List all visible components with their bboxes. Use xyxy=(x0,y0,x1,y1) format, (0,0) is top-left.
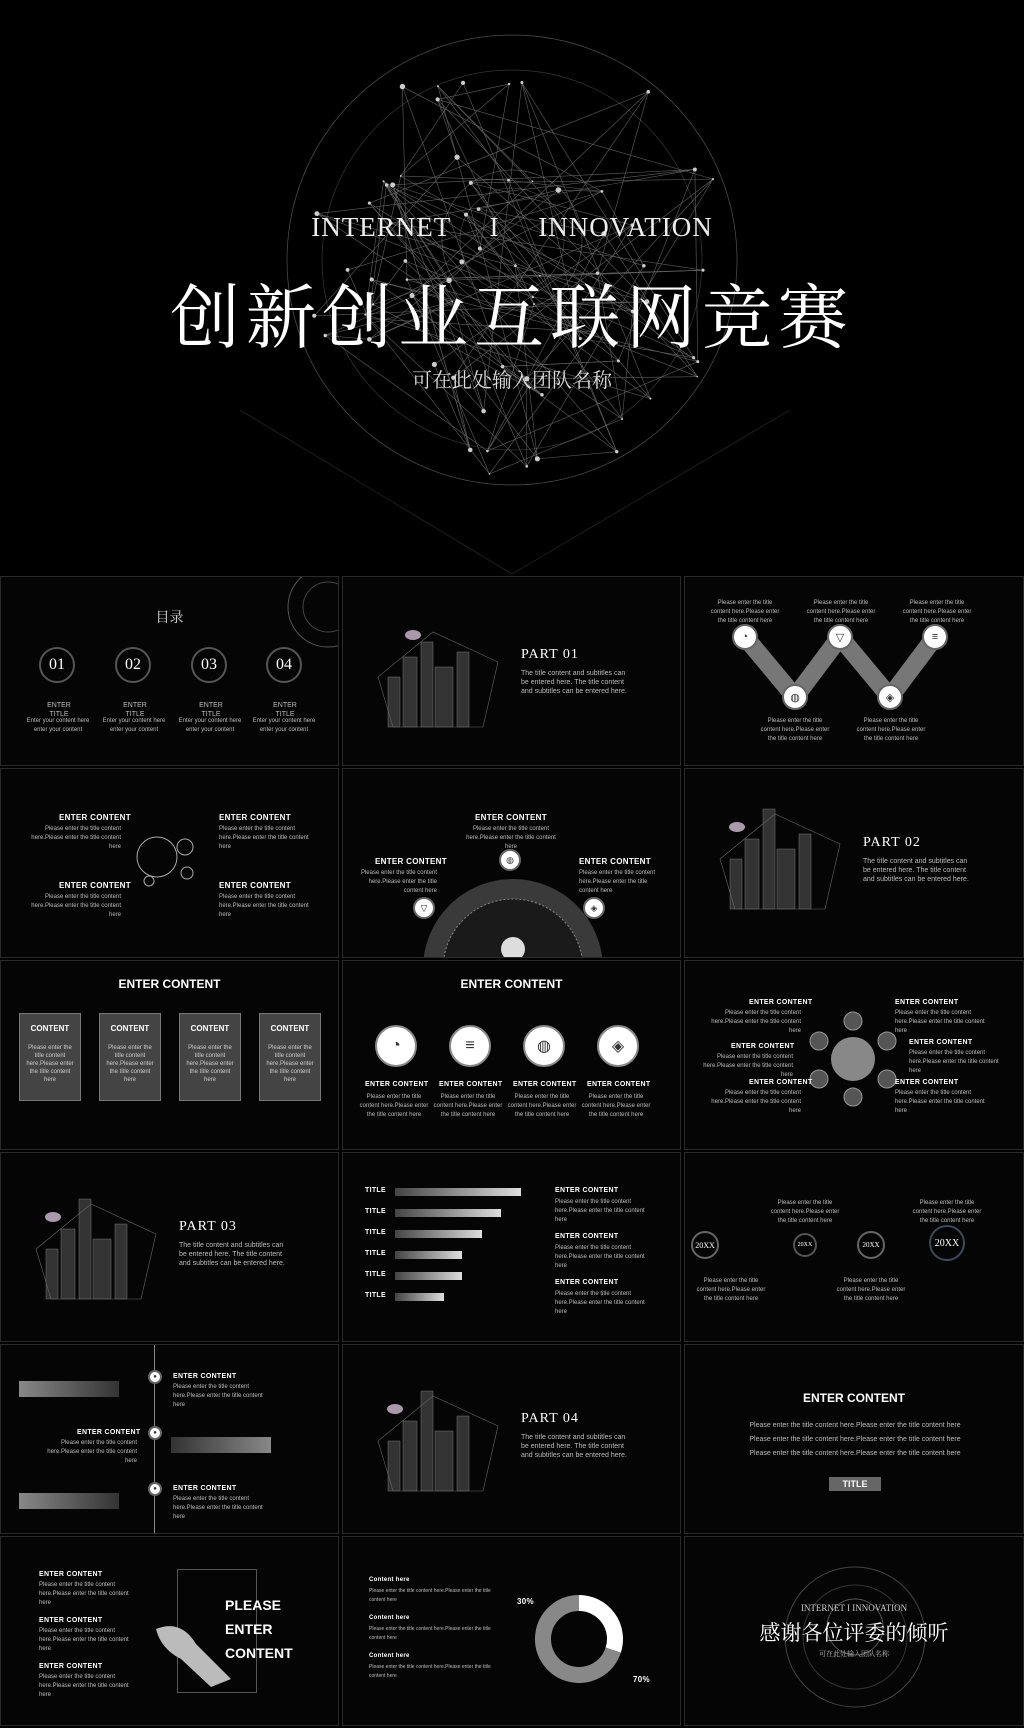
timeline-desc: Please enter the title content here.Please enter the title content here xyxy=(696,1278,766,1302)
content-heading: ENTER CONTENT xyxy=(749,999,813,1006)
thanks-title: 感谢各位评委的倾听 xyxy=(759,1621,949,1645)
timeline-node: ● xyxy=(148,1370,162,1384)
part-title: PART 03 xyxy=(179,1219,237,1234)
content-heading: ENTER CONTENT xyxy=(59,881,131,890)
slide-thumbnail-grid xyxy=(0,576,1024,1726)
city-illustration-icon xyxy=(715,799,845,919)
slide-heading: ENTER CONTENT xyxy=(460,977,563,991)
content-heading: ENTER CONTENT xyxy=(895,999,959,1006)
step-desc: Please enter the title content here.Please enter the title content here xyxy=(856,718,926,742)
bar-label: TITLE xyxy=(365,1187,386,1194)
title-slide xyxy=(0,0,1024,574)
donut-chart xyxy=(529,1589,629,1689)
content-desc: Please enter the title content here.Please enter the title content here xyxy=(466,826,556,850)
city-illustration-icon xyxy=(373,617,503,737)
slide-content-cards[interactable] xyxy=(0,960,339,1150)
donut-label-b: 70% xyxy=(633,1675,650,1684)
part-desc: The title content and subtitles can be entered here. The title content and subtitles can be entered here. xyxy=(863,858,969,883)
slide-process-w[interactable] xyxy=(684,576,1024,766)
moon-photo xyxy=(19,1493,119,1509)
content-heading: ENTER CONTENT xyxy=(895,1079,959,1086)
content-heading: ENTER CONTENT xyxy=(439,1081,503,1088)
content-heading: ENTER CONTENT xyxy=(555,1187,619,1194)
hero-en-left: INTERNET xyxy=(311,212,451,242)
moon-photo xyxy=(19,1381,119,1397)
slide-vertical-timeline[interactable] xyxy=(0,1344,339,1534)
content-desc: Please enter the title content here.Please enter the title content here xyxy=(39,1628,129,1652)
slide-heading: ENTER CONTENT xyxy=(118,977,221,991)
year-ring: 20XX xyxy=(857,1231,885,1259)
slide-gears[interactable] xyxy=(0,768,339,958)
part-title: PART 02 xyxy=(863,835,921,850)
toc-item-label: ENTER TITLE xyxy=(199,702,223,718)
content-desc: Please enter the title content here.Please enter the title content here xyxy=(219,894,309,918)
progress-bar xyxy=(395,1272,462,1280)
progress-bar xyxy=(395,1230,482,1238)
slide-hub[interactable] xyxy=(684,960,1024,1150)
slide-heading: ENTER CONTENT xyxy=(803,1391,905,1405)
content-heading: ENTER CONTENT xyxy=(173,1485,237,1492)
content-card: CONTENT Please enter the title content here.Please enter the title content here xyxy=(19,1013,81,1101)
content-desc: Please enter the title content here.Please enter the title content here xyxy=(369,1588,491,1603)
content-card: CONTENT Please enter the title content here.Please enter the title content here xyxy=(179,1013,241,1101)
body-text: Please enter the title content here.Please enter the title content here xyxy=(749,1422,961,1429)
content-desc: Please enter the title content here.Please enter the title content here xyxy=(555,1199,645,1223)
content-desc: Please enter the title content here.Please enter the title content here xyxy=(909,1050,999,1074)
content-heading: ENTER CONTENT xyxy=(39,1663,103,1670)
part-desc: The title content and subtitles can be entered here. The title content and subtitles can be entered here. xyxy=(521,1434,627,1459)
content-desc: Please enter the title content here.Please enter the title content here xyxy=(711,1010,801,1034)
slide-part-02[interactable] xyxy=(684,768,1024,958)
part-desc: The title content and subtitles can be entered here. The title content and subtitles can be entered here. xyxy=(179,1242,285,1267)
progress-bar xyxy=(395,1209,501,1217)
toc-number-ring: 02 xyxy=(115,647,151,683)
gear-brain-icon xyxy=(127,829,207,889)
content-desc: Please enter the title content here.Please enter the title content here xyxy=(31,826,121,850)
content-heading: ENTER CONTENT xyxy=(219,881,291,890)
thanks-team: 可在此处输入团队名称 xyxy=(819,1651,889,1658)
step-desc: Please enter the title content here.Please enter the title content here xyxy=(902,600,972,624)
slide-icon-row[interactable] xyxy=(342,960,681,1150)
content-heading: ENTER CONTENT xyxy=(39,1571,103,1578)
slide-please-enter[interactable] xyxy=(0,1536,339,1726)
bar-label: TITLE xyxy=(365,1292,386,1299)
content-desc: Please enter the title content here.Please enter the title content here xyxy=(555,1245,645,1269)
content-heading: ENTER CONTENT xyxy=(59,813,131,822)
content-heading: Content here xyxy=(369,1577,410,1583)
content-desc: Please enter the title content here.Please enter the title content here xyxy=(359,1094,429,1118)
bar-label: TITLE xyxy=(365,1250,386,1257)
content-desc: Please enter the title content here.Please enter the title content here xyxy=(579,870,656,894)
content-heading: ENTER CONTENT xyxy=(555,1233,619,1240)
content-desc: Please enter the title content here.Please enter the title content here xyxy=(31,894,121,918)
pie-chart-icon: ◔ xyxy=(732,624,758,650)
step-desc: Please enter the title content here.Please enter the title content here xyxy=(710,600,780,624)
timeline-node: ● xyxy=(148,1426,162,1440)
hero-en-right: INNOVATION xyxy=(538,212,713,242)
slide-toc[interactable] xyxy=(0,576,339,766)
content-desc: Please enter the title content here.Please enter the title content here xyxy=(507,1094,577,1118)
timeline-desc: Please enter the title content here.Please enter the title content here xyxy=(770,1200,840,1224)
slide-bar-list[interactable] xyxy=(342,1152,681,1342)
timeline-node: ● xyxy=(148,1482,162,1496)
body-text: Please enter the title content here.Please enter the title content here xyxy=(749,1450,961,1457)
slide-timeline[interactable] xyxy=(684,1152,1024,1342)
year-ring: 20XX xyxy=(929,1225,965,1261)
content-desc: Please enter the title content here.Please enter the title content here xyxy=(895,1010,985,1034)
content-desc: Please enter the title content here.Please enter the title content here xyxy=(711,1090,801,1114)
hero-title: 创新创业互联网竞赛 xyxy=(170,277,854,359)
toc-item-desc: Enter your content here enter your content xyxy=(178,718,242,733)
content-heading: ENTER CONTENT xyxy=(365,1081,429,1088)
toc-item-desc: Enter your content here enter your content xyxy=(252,718,316,733)
toc-number-ring: 04 xyxy=(266,647,302,683)
toc-item-label: ENTER TITLE xyxy=(123,702,147,718)
hero-en-separator: I xyxy=(489,212,500,242)
content-heading: ENTER CONTENT xyxy=(579,857,651,866)
step-desc: Please enter the title content here.Please enter the title content here xyxy=(806,600,876,624)
city-illustration-icon xyxy=(31,1189,161,1309)
content-desc: Please enter the title content here.Please enter the title content here xyxy=(581,1094,651,1118)
city-illustration-icon xyxy=(373,1381,503,1501)
toc-number-ring: 01 xyxy=(39,647,75,683)
body-text: Please enter the title content here.Please enter the title content here xyxy=(749,1436,961,1443)
sliders-icon: ≡ xyxy=(449,1025,491,1067)
content-heading: ENTER CONTENT xyxy=(39,1617,103,1624)
part-title: PART 04 xyxy=(521,1411,579,1426)
content-desc: Please enter the title content here.Please enter the title content here xyxy=(39,1582,129,1606)
content-heading: ENTER CONTENT xyxy=(749,1079,813,1086)
content-heading: ENTER CONTENT xyxy=(77,1429,141,1436)
shield-icon: ◈ xyxy=(597,1025,639,1067)
progress-bar xyxy=(395,1293,444,1301)
sliders-icon: ≡ xyxy=(922,624,948,650)
content-desc: Please enter the title content here.Please enter the title content here xyxy=(433,1094,503,1118)
content-card: CONTENT Please enter the title content here.Please enter the title content here xyxy=(259,1013,321,1101)
slide-part-04[interactable] xyxy=(342,1344,681,1534)
content-desc: Please enter the title content here.Please enter the title content here xyxy=(47,1440,137,1464)
content-heading: ENTER CONTENT xyxy=(731,1043,795,1050)
thanks-en-subtitle: INTERNET I INNOVATION xyxy=(800,1603,908,1613)
planet-icon: ◍ xyxy=(523,1025,565,1067)
content-heading: Content here xyxy=(369,1653,410,1659)
donut-slice xyxy=(579,1603,615,1650)
content-desc: Please enter the title content here.Please enter the title content here xyxy=(219,826,309,850)
progress-bar xyxy=(395,1251,462,1259)
content-card: CONTENT Please enter the title content here.Please enter the title content here xyxy=(99,1013,161,1101)
content-heading: ENTER CONTENT xyxy=(375,857,447,866)
slide-part-03[interactable] xyxy=(0,1152,339,1342)
content-heading: ENTER CONTENT xyxy=(587,1081,651,1088)
title-tag: TITLE xyxy=(829,1477,881,1491)
content-heading: ENTER CONTENT xyxy=(475,813,547,822)
part-desc: The title content and subtitles can be entered here. The title content and subtitles can be entered here. xyxy=(521,670,627,695)
part-title: PART 01 xyxy=(521,647,579,662)
cup-icon: ▽ xyxy=(413,897,435,919)
year-ring: 20XX xyxy=(793,1233,817,1257)
content-desc: Please enter the title content here.Please enter the title content here xyxy=(703,1054,793,1078)
toc-item-label: ENTER TITLE xyxy=(273,702,297,718)
planet-icon: ◍ xyxy=(499,849,521,871)
planet-icon: ◍ xyxy=(782,684,808,710)
hero-english-subtitle xyxy=(0,212,1024,243)
pie-chart-icon: ◔ xyxy=(375,1025,417,1067)
toc-item-desc: Enter your content here enter your content xyxy=(26,718,90,733)
toc-item-label: ENTER TITLE xyxy=(47,702,71,718)
content-heading: ENTER CONTENT xyxy=(219,813,291,822)
content-desc: Please enter the title content here.Please enter the title content here xyxy=(369,1626,491,1641)
bar-label: TITLE xyxy=(365,1271,386,1278)
content-desc: Please enter the title content here.Please enter the title content here xyxy=(173,1496,263,1520)
content-heading: Content here xyxy=(369,1615,410,1621)
content-heading: ENTER CONTENT xyxy=(909,1039,973,1046)
timeline-desc: Please enter the title content here.Please enter the title content here xyxy=(912,1200,982,1224)
content-heading: ENTER CONTENT xyxy=(513,1081,577,1088)
content-desc: Please enter the title content here.Please enter the title content here xyxy=(369,1664,491,1679)
slide-thanks[interactable] xyxy=(684,1536,1024,1726)
moon-photo xyxy=(171,1437,271,1453)
cup-icon: ▽ xyxy=(827,624,853,650)
toc-title: 目录 xyxy=(155,609,184,625)
content-desc: Please enter the title content here.Please enter the title content here xyxy=(555,1291,645,1315)
toc-number-ring: 03 xyxy=(191,647,227,683)
content-desc: Please enter the title content here.Please enter the title content here xyxy=(173,1384,263,1408)
content-heading: ENTER CONTENT xyxy=(173,1373,237,1380)
donut-label-a: 30% xyxy=(517,1597,534,1606)
slide-text-block[interactable] xyxy=(684,1344,1024,1534)
toc-item-desc: Enter your content here enter your content xyxy=(102,718,166,733)
step-desc: Please enter the title content here.Please enter the title content here xyxy=(760,718,830,742)
slide-part-01[interactable] xyxy=(342,576,681,766)
please-enter-content-text: PLEASE ENTER CONTENT xyxy=(225,1597,293,1661)
slide-astronaut-arc[interactable] xyxy=(342,768,681,958)
year-ring: 20XX xyxy=(691,1231,719,1259)
timeline-desc: Please enter the title content here.Please enter the title content here xyxy=(836,1278,906,1302)
content-desc: Please enter the title content here.Please enter the title content here xyxy=(895,1090,985,1114)
hero-team-name: 可在此处输入团队名称 xyxy=(412,370,612,392)
bar-label: TITLE xyxy=(365,1208,386,1215)
slide-donut-chart[interactable] xyxy=(342,1536,681,1726)
shield-icon: ◈ xyxy=(877,684,903,710)
progress-bar xyxy=(395,1188,521,1196)
shield-icon: ◈ xyxy=(583,897,605,919)
content-heading: ENTER CONTENT xyxy=(555,1279,619,1286)
hub-graphic xyxy=(803,1009,903,1109)
content-desc: Please enter the title content here.Please enter the title content here xyxy=(39,1674,129,1698)
bar-label: TITLE xyxy=(365,1229,386,1236)
content-desc: Please enter the title content here.Please enter the title content here xyxy=(360,870,437,894)
